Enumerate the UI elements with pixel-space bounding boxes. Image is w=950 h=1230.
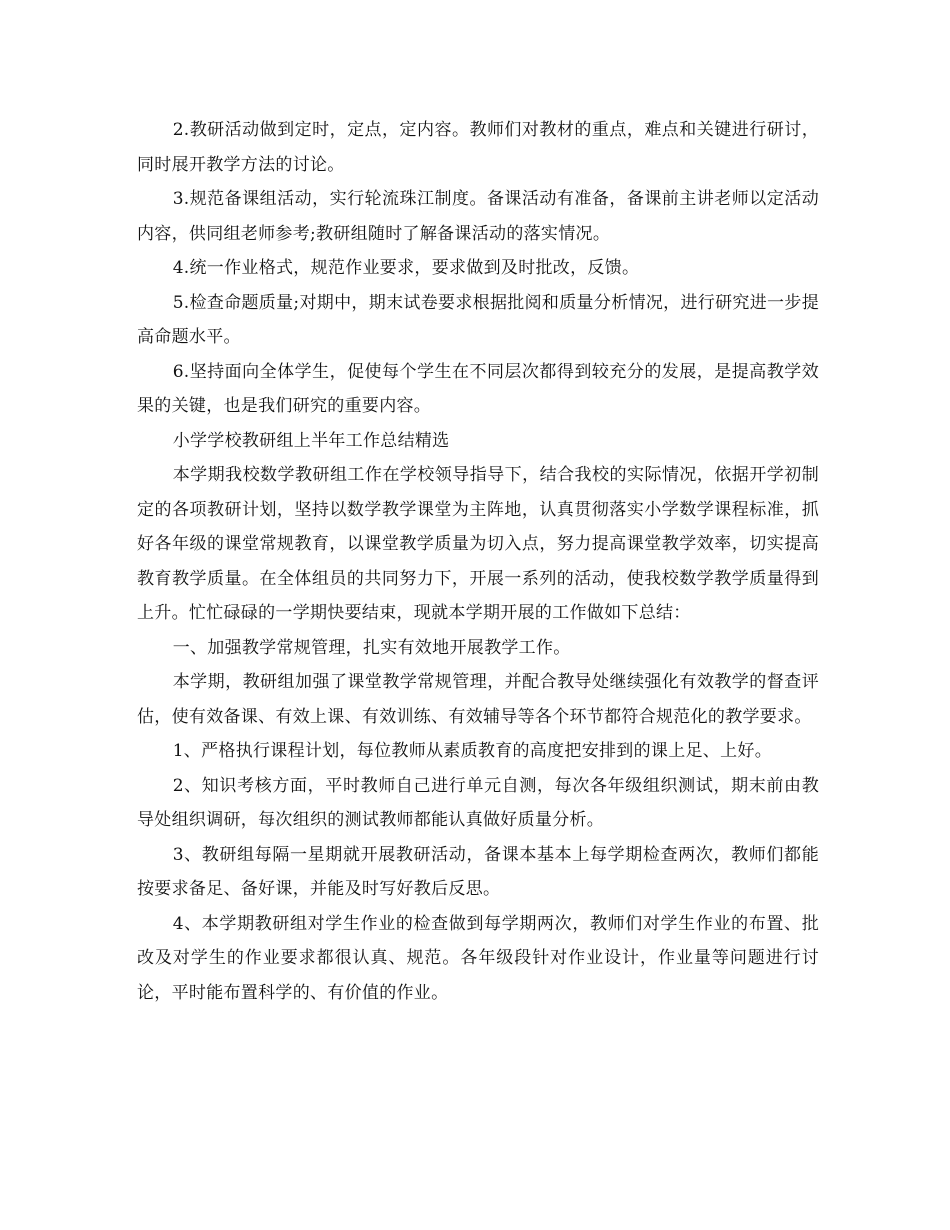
paragraph-teaching-research-schedule: 2.教研活动做到定时，定点，定内容。教师们对教材的重点，难点和关键进行研讨，同时展开教学方法的讨论。 bbox=[137, 120, 819, 175]
paragraph-homework-format: 4.统一作业格式，规范作业要求，要求做到及时批改，反馈。 bbox=[172, 258, 640, 278]
paragraph-knowledge-assessment: 2、知识考核方面，平时教师自己进行单元自测，每次各年级组织测试，期末前由教导处组织调研，每次组织的测试教师都能认真做好质量分析。 bbox=[137, 775, 819, 830]
section-heading-routine-management: 一、加强教学常规管理，扎实有效地开展教学工作。 bbox=[172, 637, 571, 658]
paragraph-course-plan: 1、严格执行课程计划，每位教师从素质教育的高度把安排到的课上足、上好。 bbox=[172, 741, 773, 761]
paragraph-routine-management: 本学期，教研组加强了课堂教学常规管理，并配合教导处继续强化有效教学的督查评估，使有效备课、有效上课、有效训练、有效辅导等各个环节都符合规范化的教学要求。 bbox=[137, 672, 819, 727]
paragraph-semester-overview: 本学期我校数学教研组工作在学校领导指导下，结合我校的实际情况，依据开学初制定的各项教研计划，坚持以数学教学课堂为主阵地，认真贯彻落实小学数学课程标准，抓好各年级的课堂常规教育，以课堂教学质量为切入点，努力提高课堂教学效率，切实提高教育教学质量。在全体组员的共同努力下，开展一系列的活动，使我校数学教学质量得到上升。忙忙碌碌的一学期快要结束，现就本学期开展的工作做如下总结： bbox=[137, 465, 819, 623]
document-body bbox=[137, 113, 819, 1010]
paragraph-exam-quality: 5.检查命题质量;对期中，期末试卷要求根据批阅和质量分析情况，进行研究进一步提高命题水平。 bbox=[137, 292, 819, 347]
paragraph-research-activities: 3、教研组每隔一星期就开展教研活动，备课本基本上每学期检查两次，教师们都能按要求备足、备好课，并能及时写好教后反思。 bbox=[137, 844, 819, 899]
paragraph-all-students: 6.坚持面向全体学生，促使每个学生在不同层次都得到较充分的发展，是提高教学效果的关键，也是我们研究的重要内容。 bbox=[137, 361, 819, 416]
paragraph-lesson-prep-groups: 3.规范备课组活动，实行轮流珠江制度。备课活动有准备，备课前主讲老师以定活动内容，供同组老师参考;教研组随时了解备课活动的落实情况。 bbox=[137, 189, 819, 244]
section-title: 小学学校教研组上半年工作总结精选 bbox=[172, 430, 450, 451]
paragraph-homework-checks: 4、本学期教研组对学生作业的检查做到每学期两次，教师们对学生作业的布置、批改及对学生的作业要求都很认真、规范。各年级段针对作业设计，作业量等问题进行讨论，平时能布置科学的、有价值的作业。 bbox=[137, 913, 819, 1003]
